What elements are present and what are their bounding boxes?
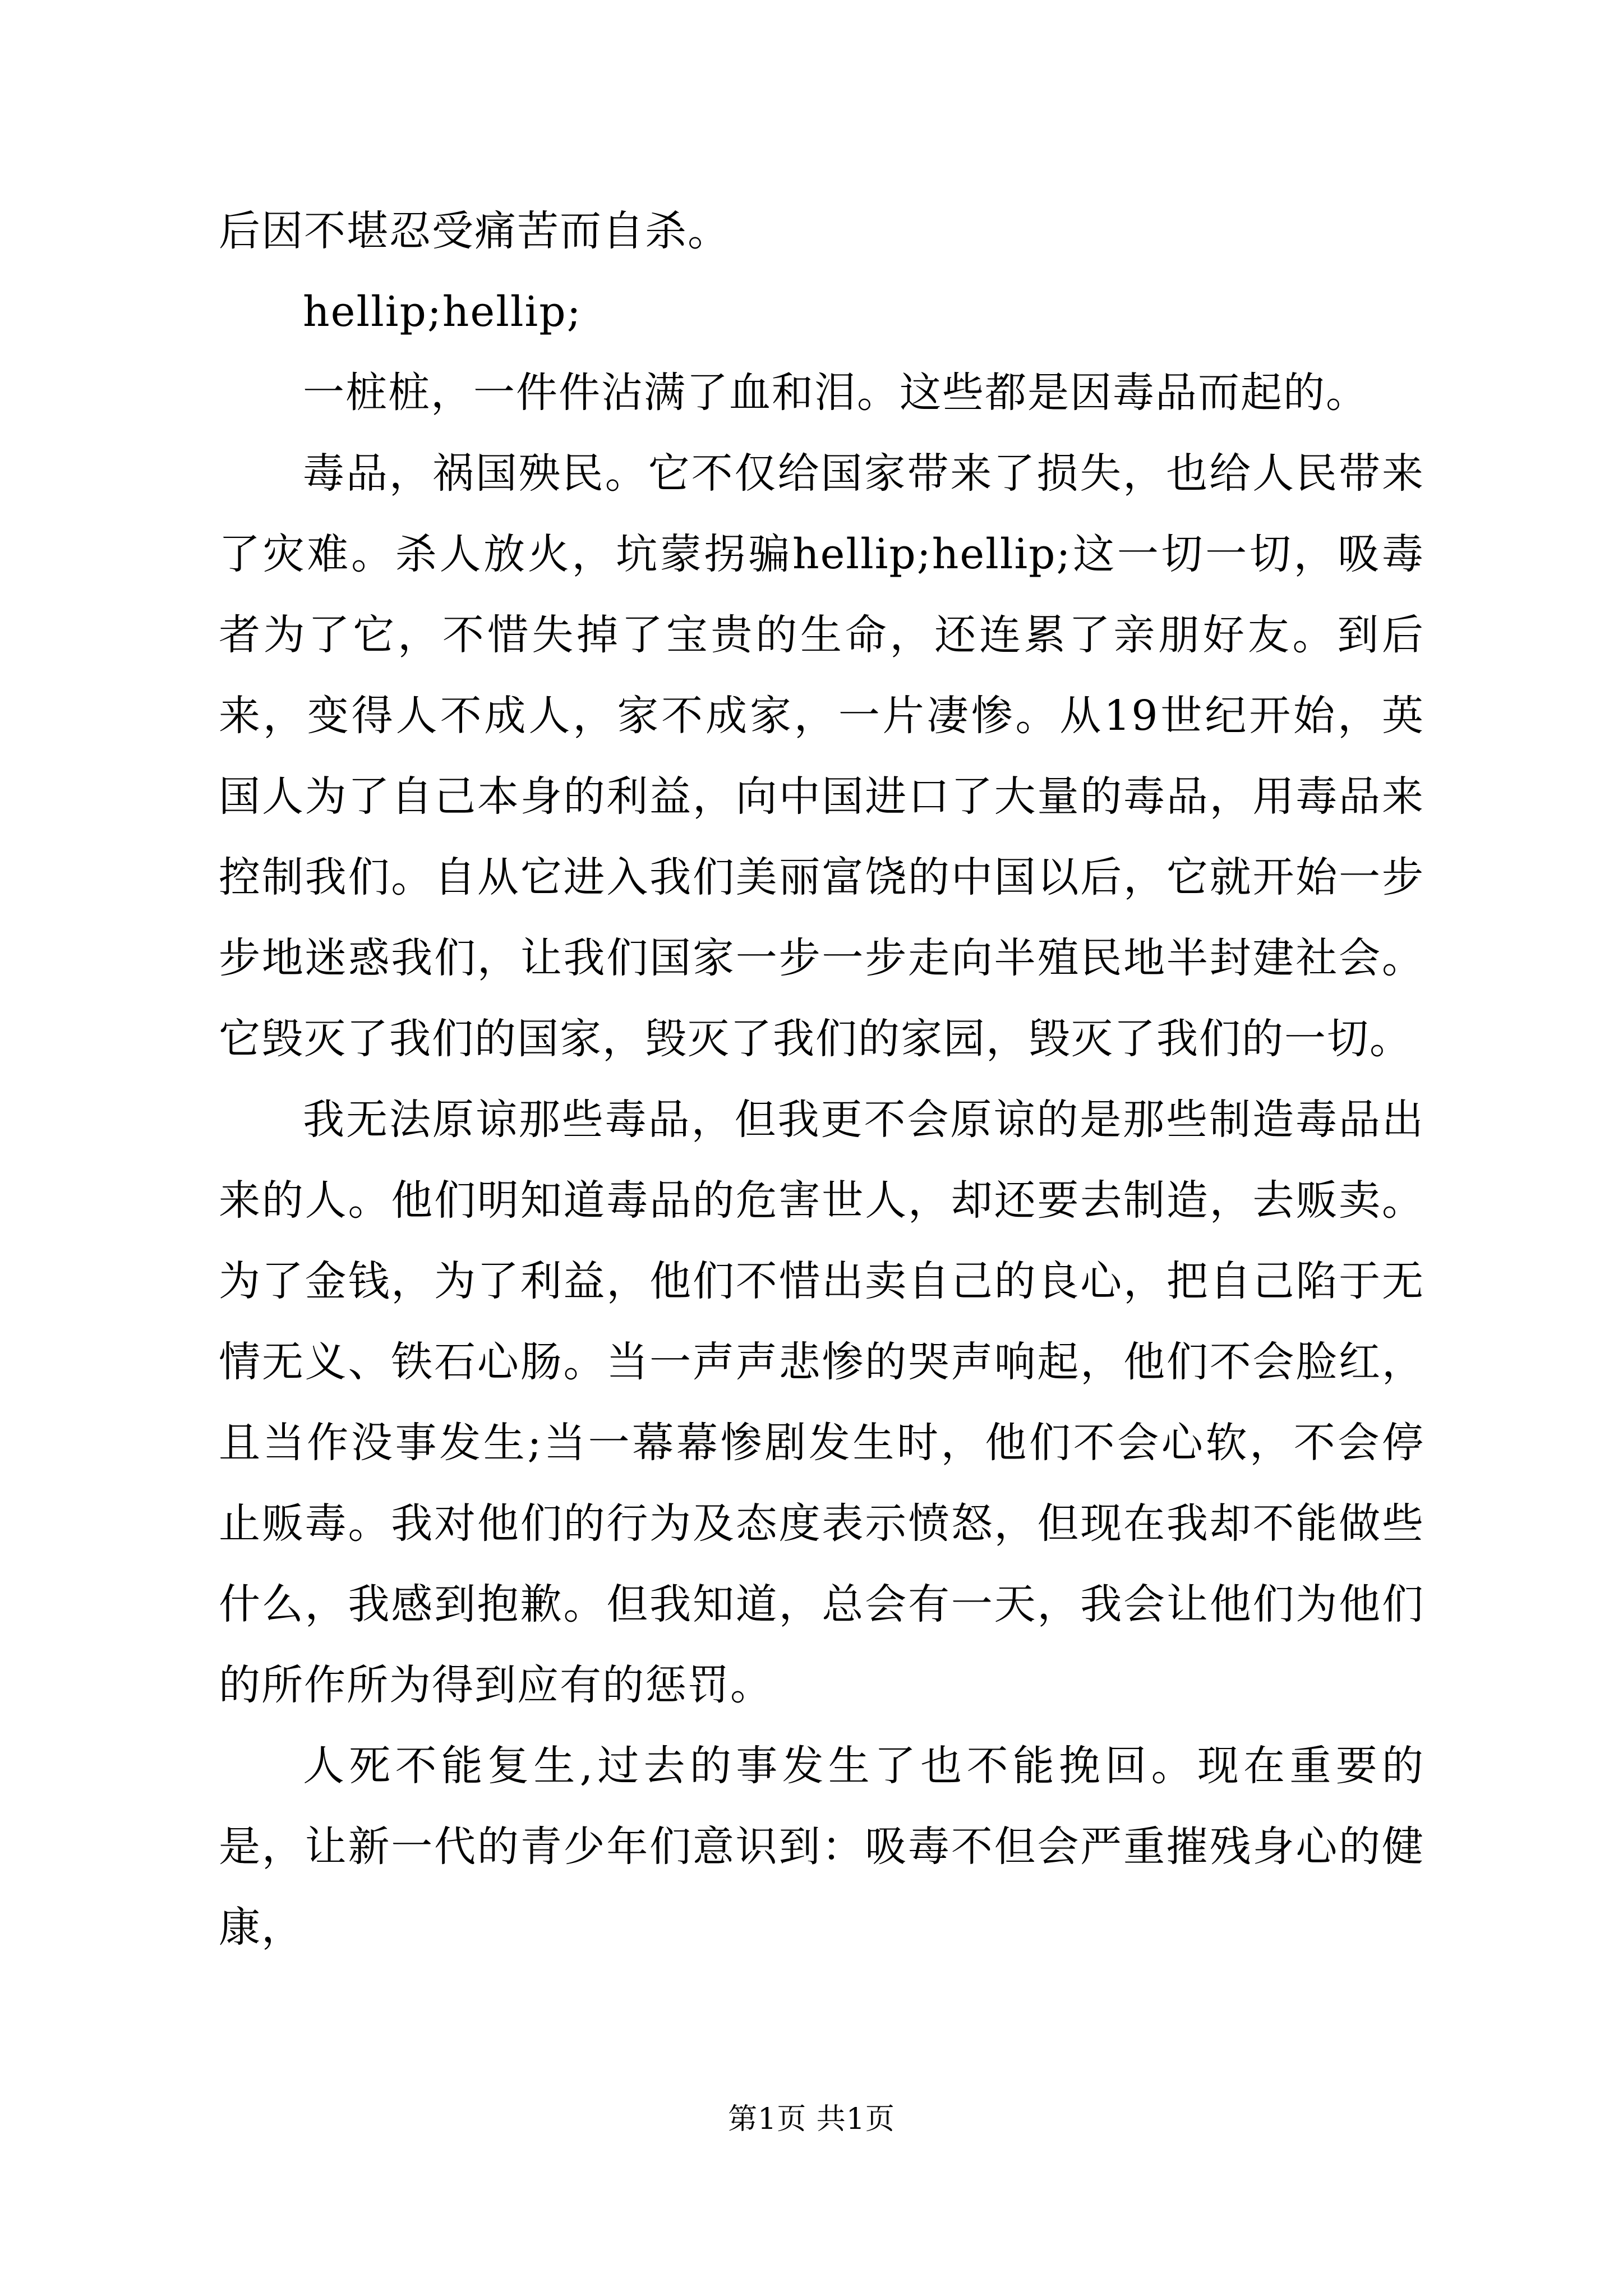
paragraph: 后因不堪忍受痛苦而自杀。 bbox=[219, 207, 730, 255]
paragraph: 一桩桩，一件件沾满了血和泪。这些都是因毒品而起的。 bbox=[303, 369, 1368, 417]
paragraph: hellip;hellip; bbox=[303, 288, 582, 336]
document-body bbox=[219, 191, 1424, 1968]
paragraph: 人死不能复生,过去的事发生了也不能挽回。现在重要的是，让新一代的青少年们意识到：吸毒不但会严重摧残身心的健康， bbox=[219, 1742, 1424, 1952]
page-footer: 第1页 共1页 bbox=[728, 2102, 895, 2136]
paragraph: 毒品，祸国殃民。它不仅给国家带来了损失，也给人民带来了灾难。杀人放火，坑蒙拐骗hellip;hellip;这一切一切，吸毒者为了它，不惜失掉了宝贵的生命，还连累了亲朋好友。到后来，变得人不成人，家不成家，一片凄惨。从19世纪开始，英国人为了自己本身的利益，向中国进口了大量的毒品，用毒品来控制我们。自从它进入我们美丽富饶的中国以后，它就开始一步步地迷惑我们，让我们国家一步一步走向半殖民地半封建社会。它毁灭了我们的国家，毁灭了我们的家园，毁灭了我们的一切。 bbox=[219, 449, 1424, 1063]
paragraph: 我无法原谅那些毒品，但我更不会原谅的是那些制造毒品出来的人。他们明知道毒品的危害世人，却还要去制造，去贩卖。为了金钱，为了利益，他们不惜出卖自己的良心，把自己陷于无情无义、铁石心肠。当一声声悲惨的哭声响起，他们不会脸红，且当作没事发生;当一幕幕惨剧发生时，他们不会心软，不会停止贩毒。我对他们的行为及态度表示愤怒，但现在我却不能做些什么，我感到抱歉。但我知道，总会有一天，我会让他们为他们的所作所为得到应有的惩罚。 bbox=[219, 1096, 1424, 1709]
